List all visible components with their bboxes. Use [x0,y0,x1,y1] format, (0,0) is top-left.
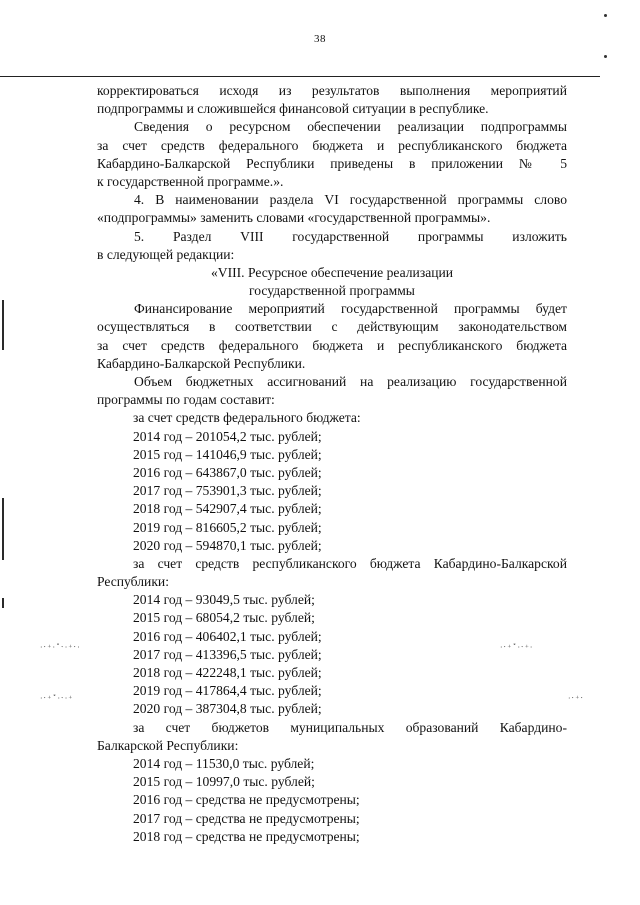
budget-line: 2018 год – 422248,1 тыс. рублей; [133,665,322,680]
budget-line: 2015 год – 141046,9 тыс. рублей; [133,446,322,462]
section-heading: «VIII. Ресурсное обеспечение реализации [210,264,454,280]
budget-line: 2017 год – средства не предусмотрены; [133,810,360,826]
text-line: за счет средств федерального бюджета и республиканского бюджета [97,137,567,153]
scan-noise: ·ˑ⁺˟·ˑ·⁺ [40,694,74,703]
text-line: за счет средств федерального бюджета и республиканского бюджета [97,337,567,353]
section-heading: государственной программы [249,283,415,299]
text-line: к государственной программе.». [97,173,284,189]
budget-line: 2015 год – 68054,2 тыс. рублей; [133,610,315,626]
page-number: 38 [314,33,326,45]
budget-line: 2017 год – 413396,5 тыс. рублей; [133,646,322,662]
scan-edge-mark [2,498,4,560]
scan-edge-mark [2,300,4,350]
text-line: программы по годам составит: [97,392,275,408]
budget-line: 2016 год – 406402,1 тыс. рублей; [133,628,322,644]
text-line: «подпрограммы» заменить словами «государственной программы». [97,210,491,226]
text-line: 5. Раздел VIII государственной программы изложить [134,228,567,244]
header-rule [0,76,600,77]
budget-line: 2014 год – 201054,2 тыс. рублей; [133,428,322,444]
scan-noise: ·ˑ⁺˟·ˑ⁺· [500,643,534,652]
scan-speck [604,14,607,17]
budget-line: 2019 год – 816605,2 тыс. рублей; [133,519,322,535]
budget-line: 2020 год – 594870,1 тыс. рублей; [133,537,322,553]
text-line: подпрограммы и сложившейся финансовой ситуации в республике. [97,101,489,117]
budget-line: 2018 год – средства не предусмотрены; [133,828,360,844]
scan-speck [604,55,607,58]
budget-line: 2016 год – средства не предусмотрены; [133,792,360,808]
text-line: 4. В наименовании раздела VI государственной программы слово [134,192,567,208]
text-line: за счет средств республиканского бюджета Кабардино-Балкарской [133,555,567,571]
budget-line: 2015 год – 10997,0 тыс. рублей; [133,774,315,790]
budget-line: 2014 год – 93049,5 тыс. рублей; [133,592,315,608]
text-line: Балкарской Республики: [97,737,239,753]
text-line: Кабардино-Балкарской Республики приведены в приложении № 5 [97,155,567,171]
budget-line: 2014 год – 11530,0 тыс. рублей; [133,755,315,771]
text-line: в следующей редакции: [97,246,235,262]
document-body [97,82,567,846]
text-line: Финансирование мероприятий государственной программы будет [134,301,567,317]
scan-edge-mark [2,598,4,608]
text-line: осуществляться в соответствии с действующим законодательством [97,319,567,335]
text-line: Сведения о ресурсном обеспечении реализации подпрограммы [134,119,567,135]
text-line: корректироваться исходя из результатов выполнения мероприятий [97,83,567,98]
text-line: Республики: [97,574,169,590]
budget-line: 2016 год – 643867,0 тыс. рублей; [133,464,322,480]
budget-line: 2017 год – 753901,3 тыс. рублей; [133,483,322,499]
budget-line: 2019 год – 417864,4 тыс. рублей; [133,683,322,699]
text-line: за счет средств федерального бюджета: [133,410,361,426]
text-line: Объем бюджетных ассигнований на реализацию государственной [134,374,567,389]
scan-noise: ·ˑ⁺·˟ˑ·⁺ˑ· [40,643,81,652]
budget-line: 2020 год – 387304,8 тыс. рублей; [133,701,322,717]
text-line: за счет бюджетов муниципальных образований Кабардино- [133,719,567,735]
scan-noise: ·ˑ⁺ˑ [568,694,585,703]
text-line: Кабардино-Балкарской Республики. [97,355,306,371]
budget-line: 2018 год – 542907,4 тыс. рублей; [133,501,322,517]
